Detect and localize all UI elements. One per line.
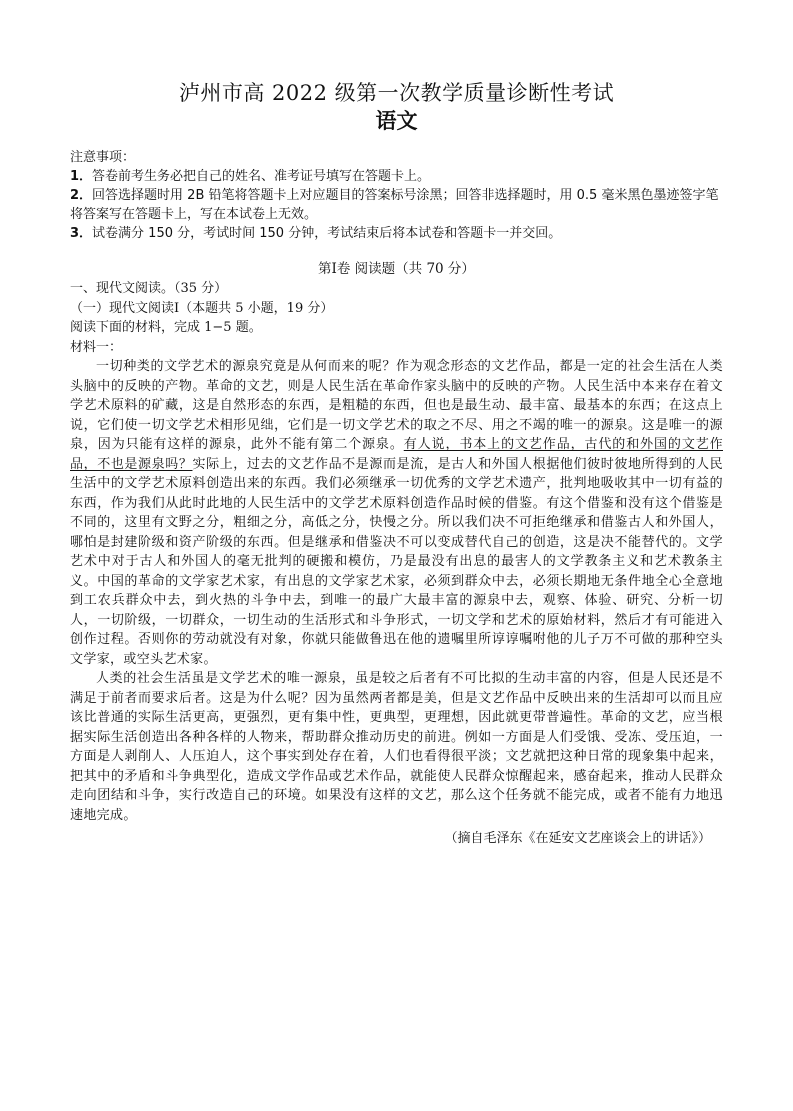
notice-item-number: 1．: [70, 169, 93, 184]
material-label: 材料一：: [70, 339, 123, 355]
notice-item-1: [70, 167, 723, 186]
material-paragraph-2: 人类的社会生活虽是文学艺术的唯一源泉，虽是较之后者有不可比拟的生动丰富的内容，但是人民还是不满足于前者而要求后者。这是为什么呢？因为虽然两者都是美，但是文艺作品中反映出来的生活却可以而且应该比普通的实际生活更高，更强烈，更有集中性，更典型，更理想，因此就更带普遍性。革命的文艺，应当根据实际生活创造出各种各样的人物来，帮助群众推动历史的前进。例如一方面是人们受饿、受冻、受压迫，一方面是人剥削人、人压迫人，这个事实到处存在着，人们也看得很平淡；文艺就把这种日常的现象集中起来，把其中的矛盾和斗争典型化，造成文学作品或艺术作品，就能使人民群众惊醒起来，感奋起来，推动人民群众走向团结和斗争，实行改造自己的环境。如果没有这样的文艺，那么这个任务就不能完成，或者不能有力地迅速地完成。: [70, 671, 723, 823]
notice-item-number: 2．: [70, 188, 93, 203]
notice-item-text: 回答选择题时用 2B 铅笔将答题卡上对应题目的答案标号涂黑；回答非选择题时，用 0.5 毫米黑色墨迹签字笔将答案写在答题卡上，写在本试卷上无效。: [70, 188, 719, 222]
source-citation: （摘自毛泽东《在延安文艺座谈会上的讲话》）: [444, 831, 711, 846]
material-paragraph-1: [70, 357, 723, 669]
reading-instruction: 阅读下面的材料，完成 1−5 题。: [70, 320, 262, 335]
part-header: 第Ⅰ卷 阅读题（共 70 分）: [318, 261, 475, 277]
notice-heading: 注意事项：: [70, 150, 136, 165]
subsection-heading: （一）现代文阅读Ⅰ（本题共 5 小题，19 分）: [70, 300, 334, 316]
exam-subject: 语文: [375, 108, 418, 133]
section-heading: 一、现代文阅读。（35 分）: [70, 281, 228, 296]
notice-block: [70, 148, 723, 243]
exam-title: 泸州市高 2022 级第一次教学质量诊断性考试: [178, 81, 615, 105]
notice-item-2: [70, 186, 723, 224]
notice-item-text: 试卷满分 150 分，考试时间 150 分钟，考试结束后将本试卷和答题卡一并交回。: [92, 226, 562, 241]
notice-item-text: 答卷前考生务必把自己的姓名、准考证号填写在答题卡上。: [92, 169, 431, 184]
exam-page: [0, 80, 793, 1111]
underlined-sentence: 有人说，书本上的文艺作品，古代的和外国的文艺作品，不也是源泉吗？: [70, 437, 723, 472]
notice-item-number: 3．: [70, 226, 93, 241]
notice-item-3: [70, 224, 723, 243]
paragraph-text: 一切种类的文学艺术的源泉究竟是从何而来的呢？作为观念形态的文艺作品，都是一定的社会生活在人类头脑中的反映的产物。革命的文艺，则是人民生活在革命作家头脑中的反映的产物。人民生活中本来存在着文学艺术原料的矿藏，这是自然形态的东西，是粗糙的东西，但也是最生动、最丰富、最基本的东西；在这点上说，它们使一切文学艺术相形见绌，它们是一切文学艺术的取之不尽、用之不竭的唯一的源泉。这是唯一的源泉，因为只能有这样的源泉，此外不能有第二个源泉。: [70, 359, 723, 452]
paragraph-text: 实际上，过去的文艺作品不是源而是流，是古人和外国人根据他们彼时彼地所得到的人民生活中的文学艺术原料创造出来的东西。我们必须继承一切优秀的文学艺术遗产，批判地吸收其中一切有益的东西，作为我们从此时此地的人民生活中的文学艺术原料创造作品时候的借鉴。有这个借鉴和没有这个借鉴是不同的，这里有文野之分，粗细之分，高低之分，快慢之分。所以我们决不可拒绝继承和借鉴古人和外国人，哪怕是封建阶级和资产阶级的东西。但是继承和借鉴决不可以变成替代自己的创造，这是决不能替代的。文学艺术中对于古人和外国人的毫无批判的硬搬和模仿，乃是最没有出息的最害人的文学教条主义和艺术教条主义。中国的革命的文学家艺术家，有出息的文学家艺术家，必须到群众中去，必须长期地无条件地全心全意地到工农兵群众中去，到火热的斗争中去，到唯一的最广大最丰富的源泉中去，观察、体验、研究、分析一切人，一切阶级，一切群众，一切生动的生活形式和斗争形式，一切文学和艺术的原始材料，然后才有可能进入创作过程。否则你的劳动就没有对象，你就只能做鲁迅在他的遗嘱里所谆谆嘱咐他的儿子万不可做的那种空头文学家，或空头艺术家。: [70, 456, 723, 667]
